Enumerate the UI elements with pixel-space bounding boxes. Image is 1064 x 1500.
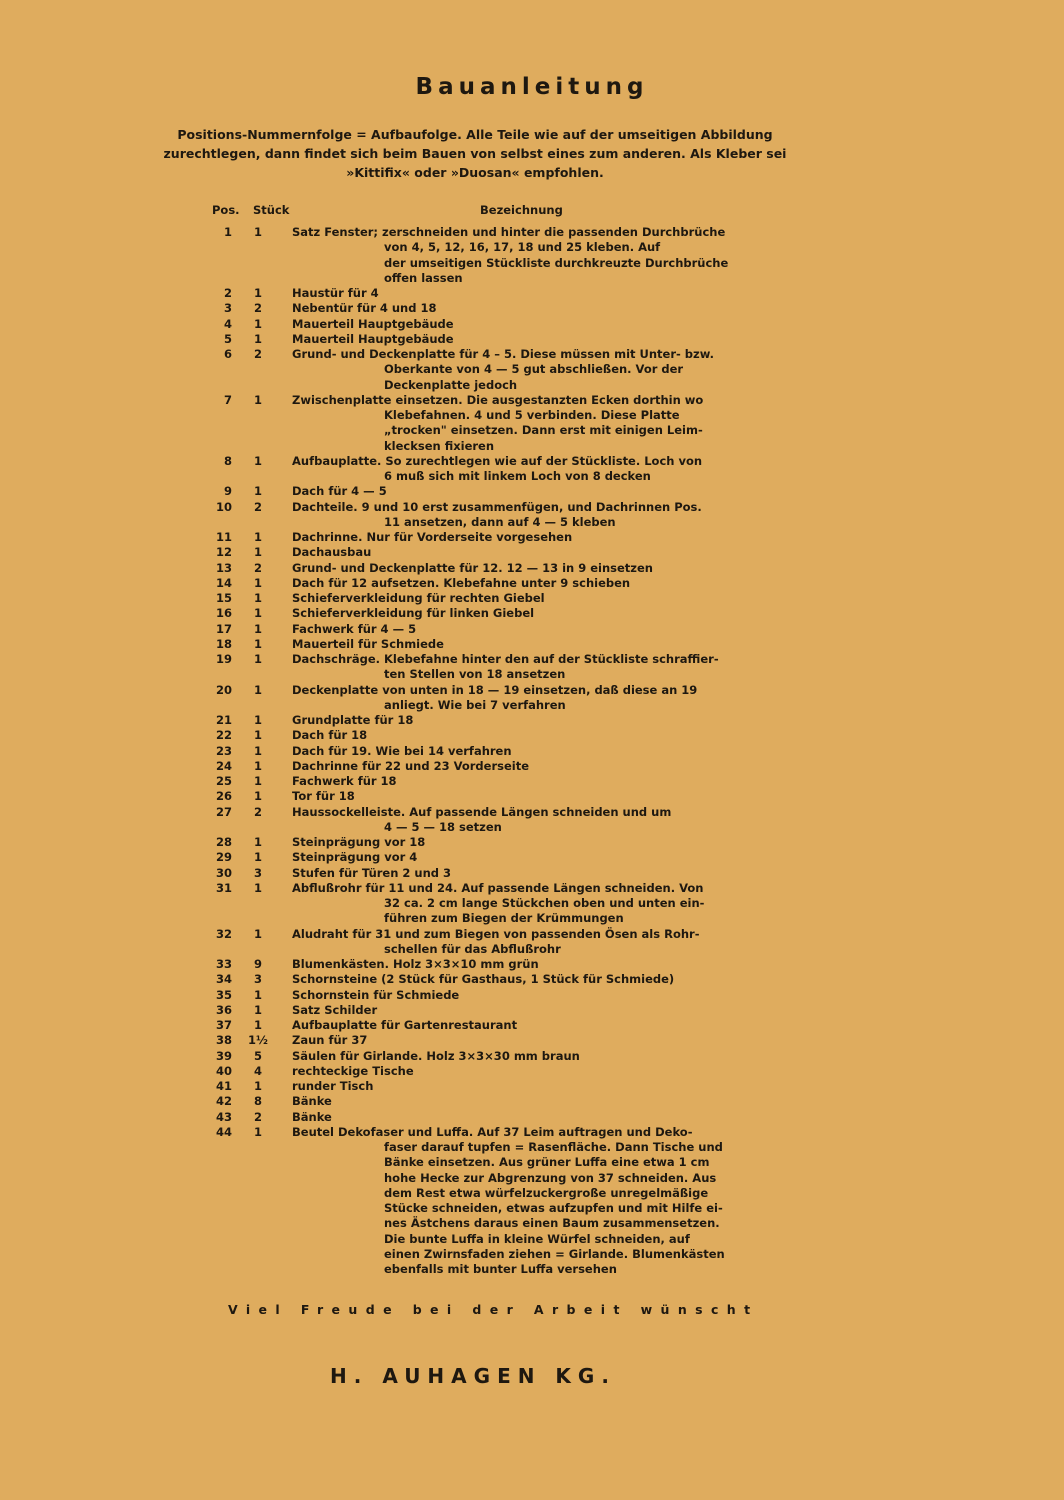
- row-qty: 1: [253, 286, 262, 300]
- row-description: [292, 301, 760, 316]
- table-row: [200, 1018, 760, 1033]
- row-description: [292, 957, 760, 972]
- description-line: Dachschräge. Klebefahne hinter den auf der Stückliste schraffier-: [292, 652, 719, 666]
- row-pos: 26: [215, 789, 232, 804]
- table-row: [200, 805, 760, 836]
- row-description: [292, 606, 760, 621]
- row-description: [292, 835, 760, 850]
- description-line: rechteckige Tische: [292, 1063, 414, 1078]
- table-row: [200, 835, 760, 850]
- table-row: [200, 347, 760, 393]
- row-pos: 44: [215, 1124, 232, 1139]
- row-qty: 2: [253, 499, 262, 514]
- row-pos: 41: [215, 1079, 232, 1093]
- row-pos: 42: [215, 1094, 232, 1109]
- table-row: [200, 545, 760, 560]
- row-pos: 15: [215, 591, 232, 605]
- description-line: Stufen für Türen 2 und 3: [292, 865, 452, 880]
- description-line: Grundplatte für 18: [292, 713, 414, 727]
- row-qty: 2: [253, 301, 262, 316]
- intro-line: zurechtlegen, dann findet sich beim Bauen von selbst eines zum anderen. Als Kleber sei: [163, 146, 787, 161]
- row-qty: 1: [253, 713, 262, 727]
- description-line: Fachwerk für 4 — 5: [292, 621, 417, 636]
- row-description: [292, 713, 760, 728]
- row-pos: 10: [215, 499, 232, 514]
- table-row: [200, 683, 760, 714]
- company-name: H. AUHAGEN KG.: [330, 1364, 616, 1388]
- description-line: Zaun für 37: [292, 1033, 368, 1048]
- description-line: Schornstein für Schmiede: [292, 987, 460, 1002]
- table-body: [200, 225, 760, 1277]
- row-description: [292, 850, 760, 865]
- description-line: Mauerteil Hauptgebäude: [292, 316, 454, 331]
- description-line: klecksen fixieren: [384, 438, 495, 453]
- table-row: [200, 454, 760, 485]
- description-line: Oberkante von 4 — 5 gut abschließen. Vor der: [384, 362, 684, 377]
- description-line: ten Stellen von 18 ansetzen: [384, 667, 566, 682]
- table-row: [200, 774, 760, 789]
- row-qty: 1: [253, 1002, 262, 1017]
- description-line: runder Tisch: [292, 1079, 374, 1093]
- row-pos: 5: [223, 331, 232, 346]
- description-line: Klebefahnen. 4 und 5 verbinden. Diese Platte: [384, 408, 680, 422]
- table-row: [200, 927, 760, 958]
- row-description: [292, 545, 760, 560]
- row-pos: 30: [215, 865, 232, 880]
- row-description: [292, 1033, 760, 1048]
- row-qty: 4: [253, 1063, 262, 1078]
- row-description: [292, 1064, 760, 1079]
- row-pos: 3: [223, 301, 232, 316]
- row-pos: 34: [215, 972, 232, 987]
- row-qty: 1: [253, 758, 262, 773]
- row-description: [292, 881, 760, 927]
- table-row: [200, 713, 760, 728]
- description-line: Aufbauplatte. So zurechtlegen wie auf der Stückliste. Loch von: [292, 453, 703, 468]
- row-description: [292, 927, 760, 958]
- row-pos: 27: [215, 804, 232, 819]
- row-qty: 2: [253, 560, 262, 575]
- description-line: Dachrinne. Nur für Vorderseite vorgesehen: [292, 530, 573, 544]
- description-line: Säulen für Girlande. Holz 3×3×30 mm braun: [292, 1048, 580, 1063]
- table-row: [200, 1094, 760, 1109]
- row-description: [292, 484, 760, 499]
- row-pos: 37: [215, 1018, 232, 1032]
- row-pos: 24: [215, 758, 232, 773]
- row-pos: 40: [215, 1063, 232, 1078]
- table-row: [200, 500, 760, 531]
- row-qty: 1: [253, 1124, 262, 1139]
- row-pos: 29: [215, 850, 232, 865]
- table-row: [200, 789, 760, 804]
- table-row: [200, 1125, 760, 1278]
- table-row: [200, 1110, 760, 1125]
- row-qty: 1: [253, 530, 262, 544]
- header-qty: Stück: [253, 203, 290, 217]
- description-line: Mauerteil Hauptgebäude: [292, 331, 454, 346]
- row-description: [292, 561, 760, 576]
- description-line: Dach für 18: [292, 728, 368, 743]
- row-description: [292, 805, 760, 836]
- row-qty: 1: [253, 316, 262, 331]
- description-line: der umseitigen Stückliste durchkreuzte Durchbrüche: [384, 255, 729, 270]
- row-description: [292, 789, 760, 804]
- row-qty: 1: [253, 591, 262, 605]
- row-pos: 12: [215, 545, 232, 560]
- description-line: dem Rest etwa würfelzuckergroße unregelmäßige: [384, 1185, 709, 1200]
- table-header: [200, 203, 760, 225]
- row-description: [292, 637, 760, 652]
- row-pos: 18: [215, 636, 232, 651]
- description-line: Aludraht für 31 und zum Biegen von passenden Ösen als Rohr-: [292, 926, 700, 941]
- row-qty: 1: [253, 926, 262, 941]
- row-description: [292, 683, 760, 714]
- description-line: „trocken" einsetzen. Dann erst mit einigen Leim-: [384, 423, 703, 438]
- row-description: [292, 347, 760, 393]
- intro-text: [150, 125, 800, 182]
- description-line: Fachwerk für 18: [292, 774, 397, 788]
- table-row: [200, 484, 760, 499]
- table-row: [200, 1079, 760, 1094]
- row-description: [292, 591, 760, 606]
- row-description: [292, 332, 760, 347]
- table-row: [200, 606, 760, 621]
- row-qty: 1½: [248, 1033, 268, 1048]
- row-pos: 14: [215, 575, 232, 590]
- row-description: [292, 774, 760, 789]
- table-row: [200, 332, 760, 347]
- row-qty: 3: [253, 972, 262, 987]
- table-row: [200, 652, 760, 683]
- description-line: Tor für 18: [292, 789, 355, 804]
- table-row: [200, 988, 760, 1003]
- table-row: [200, 881, 760, 927]
- table-row: [200, 1049, 760, 1064]
- description-line: von 4, 5, 12, 16, 17, 18 und 25 kleben. Auf: [384, 240, 661, 255]
- table-row: [200, 744, 760, 759]
- table-row: [200, 393, 760, 454]
- table-row: [200, 866, 760, 881]
- row-qty: 3: [253, 865, 262, 880]
- table-row: [200, 591, 760, 606]
- row-pos: 32: [215, 926, 232, 941]
- description-line: Steinprägung vor 4: [292, 850, 418, 865]
- row-description: [292, 317, 760, 332]
- row-description: [292, 1079, 760, 1094]
- row-pos: 36: [215, 1002, 232, 1017]
- description-line: Deckenplatte von unten in 18 — 19 einsetzen, daß diese an 19: [292, 682, 698, 697]
- row-qty: 1: [253, 636, 262, 651]
- description-line: 11 ansetzen, dann auf 4 — 5 kleben: [384, 514, 616, 529]
- description-line: führen zum Biegen der Krümmungen: [384, 911, 624, 926]
- row-pos: 4: [223, 316, 232, 331]
- row-qty: 2: [253, 804, 262, 819]
- row-qty: 1: [253, 331, 262, 346]
- row-pos: 19: [215, 652, 232, 666]
- table-row: [200, 576, 760, 591]
- row-pos: 31: [215, 880, 232, 895]
- row-description: [292, 393, 760, 454]
- description-line: Aufbauplatte für Gartenrestaurant: [292, 1018, 518, 1032]
- row-pos: 39: [215, 1048, 232, 1063]
- row-description: [292, 728, 760, 743]
- row-description: [292, 1094, 760, 1109]
- table-row: [200, 1003, 760, 1018]
- description-line: Haustür für 4: [292, 286, 379, 300]
- row-qty: 2: [253, 1109, 262, 1124]
- row-description: [292, 622, 760, 637]
- row-pos: 7: [223, 392, 232, 407]
- table-row: [200, 1033, 760, 1048]
- row-qty: 1: [253, 621, 262, 636]
- row-pos: 43: [215, 1109, 232, 1124]
- intro-line: »Kittifix« oder »Duosan« empfohlen.: [346, 165, 604, 180]
- row-pos: 20: [215, 682, 232, 697]
- closing-line: Viel Freude bei der Arbeit wünscht: [228, 1302, 759, 1317]
- row-pos: 11: [215, 530, 232, 544]
- row-pos: 17: [215, 621, 232, 636]
- row-qty: 1: [253, 1079, 262, 1093]
- description-line: Stücke schneiden, etwas aufzupfen und mit Hilfe ei-: [384, 1201, 723, 1215]
- row-pos: 8: [223, 453, 232, 468]
- row-pos: 35: [215, 987, 232, 1002]
- table-row: [200, 622, 760, 637]
- description-line: Bänke einsetzen. Aus grüner Luffa eine etwa 1 cm: [384, 1155, 710, 1170]
- row-pos: 38: [215, 1033, 232, 1048]
- description-line: Mauerteil für Schmiede: [292, 636, 444, 651]
- row-pos: 33: [215, 957, 232, 971]
- row-pos: 2: [223, 286, 232, 300]
- row-pos: 23: [215, 743, 232, 758]
- description-line: Dachausbau: [292, 545, 372, 560]
- row-pos: 21: [215, 713, 232, 727]
- row-description: [292, 866, 760, 881]
- row-qty: 1: [253, 774, 262, 788]
- table-row: [200, 850, 760, 865]
- description-line: Beutel Dekofaser und Luffa. Auf 37 Leim auftragen und Deko-: [292, 1124, 693, 1139]
- row-description: [292, 759, 760, 774]
- row-description: [292, 286, 760, 301]
- row-pos: 9: [223, 484, 232, 499]
- row-description: [292, 500, 760, 531]
- table-row: [200, 286, 760, 301]
- header-pos: Pos.: [212, 203, 240, 217]
- description-line: anliegt. Wie bei 7 verfahren: [384, 697, 566, 712]
- row-qty: 1: [253, 682, 262, 697]
- row-pos: 16: [215, 606, 232, 621]
- row-description: [292, 530, 760, 545]
- description-line: Satz Fenster; zerschneiden und hinter die passenden Durchbrüche: [292, 225, 726, 239]
- row-pos: 25: [215, 774, 232, 788]
- table-row: [200, 561, 760, 576]
- description-line: Nebentür für 4 und 18: [292, 301, 437, 316]
- row-qty: 1: [253, 545, 262, 560]
- table-row: [200, 759, 760, 774]
- row-description: [292, 225, 760, 286]
- row-qty: 1: [253, 835, 262, 849]
- row-qty: 8: [253, 1094, 262, 1109]
- description-line: Haussockelleiste. Auf passende Längen schneiden und um: [292, 804, 672, 819]
- description-line: Grund- und Deckenplatte für 4 – 5. Diese müssen mit Unter- bzw.: [292, 347, 714, 361]
- description-line: Dach für 4 — 5: [292, 484, 387, 499]
- row-qty: 1: [253, 789, 262, 804]
- row-qty: 1: [253, 392, 262, 407]
- row-pos: 1: [223, 225, 232, 239]
- row-description: [292, 652, 760, 683]
- description-line: faser darauf tupfen = Rasenfläche. Dann Tische und: [384, 1140, 723, 1154]
- description-line: Deckenplatte jedoch: [384, 377, 518, 392]
- row-description: [292, 988, 760, 1003]
- description-line: Satz Schilder: [292, 1002, 378, 1017]
- description-line: einen Zwirnsfaden ziehen = Girlande. Blumenkästen: [384, 1246, 725, 1261]
- header-desc: Bezeichnung: [480, 203, 563, 217]
- intro-line: Positions-Nummernfolge = Aufbaufolge. Alle Teile wie auf der umseitigen Abbildung: [177, 127, 773, 142]
- row-qty: 1: [253, 743, 262, 758]
- row-description: [292, 744, 760, 759]
- row-qty: 1: [253, 575, 262, 590]
- table-row: [200, 637, 760, 652]
- description-line: nes Ästchens daraus einen Baum zusammensetzen.: [384, 1216, 720, 1231]
- table-row: [200, 957, 760, 972]
- row-pos: 13: [215, 560, 232, 575]
- row-qty: 2: [253, 347, 262, 361]
- table-row: [200, 225, 760, 286]
- row-description: [292, 1018, 760, 1033]
- description-line: Dach für 12 aufsetzen. Klebefahne unter 9 schieben: [292, 575, 631, 590]
- table-row: [200, 301, 760, 316]
- description-line: Schieferverkleidung für linken Giebel: [292, 606, 535, 621]
- description-line: Dach für 19. Wie bei 14 verfahren: [292, 743, 512, 758]
- row-pos: 28: [215, 835, 232, 849]
- row-qty: 1: [253, 1018, 262, 1032]
- table-row: [200, 728, 760, 743]
- description-line: Grund- und Deckenplatte für 12. 12 — 13 in 9 einsetzen: [292, 560, 653, 575]
- description-line: Schornsteine (2 Stück für Gasthaus, 1 Stück für Schmiede): [292, 972, 675, 987]
- description-line: ebenfalls mit bunter Luffa versehen: [384, 1262, 617, 1276]
- description-line: Bänke: [292, 1109, 332, 1124]
- description-line: Abflußrohr für 11 und 24. Auf passende Längen schneiden. Von: [292, 880, 704, 895]
- description-line: Dachteile. 9 und 10 erst zusammenfügen, und Dachrinnen Pos.: [292, 499, 702, 514]
- row-qty: 1: [253, 225, 262, 239]
- description-line: Bänke: [292, 1094, 332, 1109]
- row-qty: 5: [253, 1048, 262, 1063]
- description-line: 6 muß sich mit linkem Loch von 8 decken: [384, 469, 651, 483]
- description-line: hohe Hecke zur Abgrenzung von 37 schneiden. Aus: [384, 1170, 717, 1185]
- description-line: offen lassen: [384, 270, 463, 285]
- description-line: 32 ca. 2 cm lange Stückchen oben und unten ein-: [384, 896, 705, 910]
- table-row: [200, 1064, 760, 1079]
- row-qty: 1: [253, 728, 262, 743]
- row-description: [292, 1125, 760, 1278]
- page-title: Bauanleitung: [415, 74, 649, 100]
- row-description: [292, 454, 760, 485]
- row-qty: 1: [253, 484, 262, 499]
- row-qty: 1: [253, 850, 262, 865]
- row-qty: 9: [253, 957, 262, 971]
- description-line: Zwischenplatte einsetzen. Die ausgestanzten Ecken dorthin wo: [292, 392, 704, 407]
- description-line: Steinprägung vor 18: [292, 835, 426, 849]
- description-line: Die bunte Luffa in kleine Würfel schneiden, auf: [384, 1231, 690, 1246]
- description-line: 4 — 5 — 18 setzen: [384, 819, 502, 834]
- table-row: [200, 317, 760, 332]
- row-description: [292, 1110, 760, 1125]
- row-pos: 6: [223, 347, 232, 361]
- description-line: schellen für das Abflußrohr: [384, 941, 561, 956]
- description-line: Dachrinne für 22 und 23 Vorderseite: [292, 758, 530, 773]
- row-qty: 1: [253, 652, 262, 666]
- row-qty: 1: [253, 606, 262, 621]
- row-description: [292, 972, 760, 987]
- row-description: [292, 1049, 760, 1064]
- row-qty: 1: [253, 987, 262, 1002]
- row-description: [292, 576, 760, 591]
- parts-table: [200, 203, 760, 1277]
- description-line: Schieferverkleidung für rechten Giebel: [292, 591, 545, 605]
- row-qty: 1: [253, 880, 262, 895]
- row-qty: 1: [253, 453, 262, 468]
- description-line: Blumenkästen. Holz 3×3×10 mm grün: [292, 957, 539, 971]
- table-row: [200, 530, 760, 545]
- table-row: [200, 972, 760, 987]
- row-description: [292, 1003, 760, 1018]
- row-pos: 22: [215, 728, 232, 743]
